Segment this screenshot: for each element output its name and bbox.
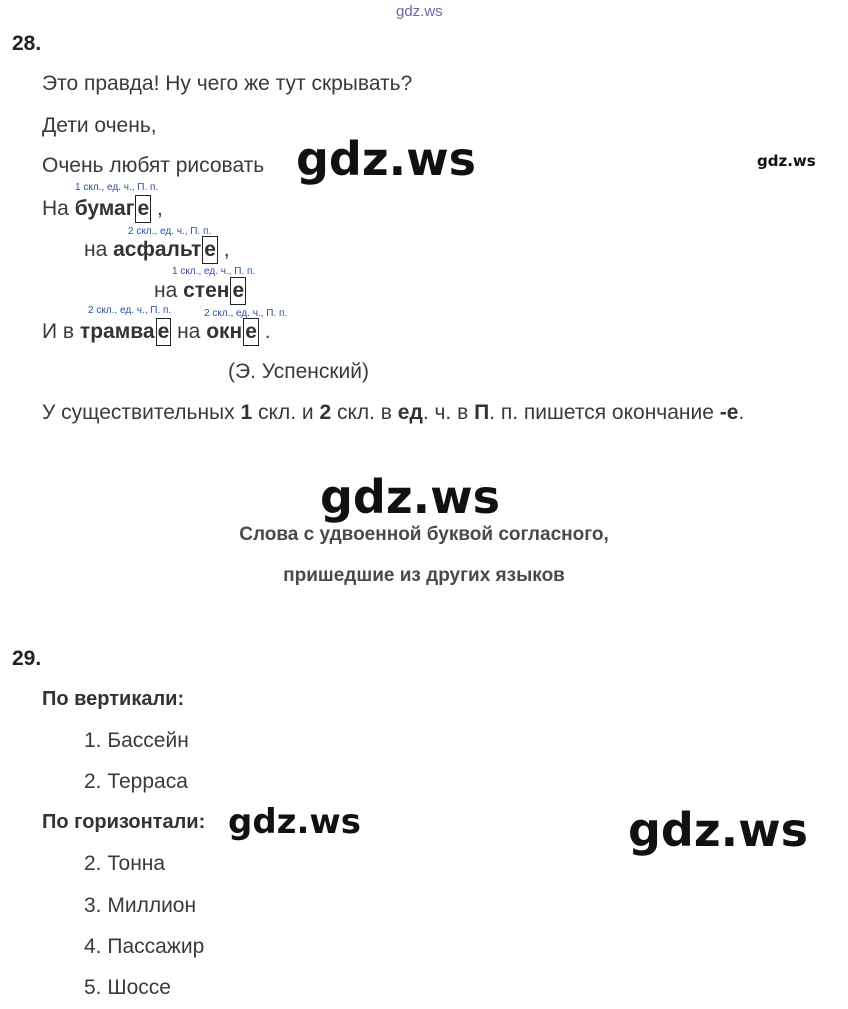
vertical-item-1: 1. Бассейн: [84, 729, 189, 752]
rule-bold: -е: [719, 401, 739, 424]
watermark: gdz.ws: [757, 152, 816, 170]
noun-ending-box: е: [202, 236, 218, 264]
horizontal-title: По горизонтали:: [42, 811, 206, 833]
noun-stem: окн: [206, 320, 243, 343]
rule-text: . ч. в: [422, 401, 475, 424]
grammar-note: 1 скл., ед. ч., П. п.: [172, 266, 256, 277]
poem-line-4: [42, 195, 163, 223]
section-heading-line-2: пришедшие из других языков: [283, 565, 565, 586]
poem-line-1: Это правда! Ну чего же тут скрывать?: [42, 72, 413, 95]
punctuation: .: [258, 320, 271, 343]
word-between: на: [171, 320, 207, 343]
grammar-rule: [42, 401, 744, 425]
exercise-29-number: 29.: [12, 647, 42, 670]
noun-ending-box: е: [243, 318, 259, 346]
grammar-note: 2 скл., ед. ч., П. п.: [204, 308, 288, 319]
poem-line-5: [84, 236, 230, 264]
rule-bold: 1: [240, 401, 253, 424]
watermark: gdz.ws: [228, 802, 362, 842]
grammar-note: 1 скл., ед. ч., П. п.: [75, 182, 159, 193]
watermark: gdz.ws: [296, 132, 476, 186]
poem-line-2: Дети очень,: [42, 114, 157, 137]
noun-stem: трамва: [79, 320, 155, 343]
poem-line-7: [42, 318, 271, 346]
rule-bold: 2: [319, 401, 332, 424]
exercise-28-number: 28.: [12, 32, 42, 55]
watermark: gdz.ws: [320, 470, 500, 524]
horizontal-item-5: 5. Шоссе: [84, 976, 171, 999]
word-prefix: На: [42, 197, 75, 220]
punctuation: ,: [151, 197, 163, 220]
horizontal-item-4: 4. Пассажир: [84, 935, 205, 958]
watermark-top: gdz.ws: [396, 3, 443, 20]
punctuation: ,: [217, 238, 230, 261]
word-prefix: на: [84, 238, 114, 261]
poem-line-3: Очень любят рисовать: [42, 154, 265, 177]
vertical-title: По вертикали:: [42, 688, 185, 710]
rule-text: скл. в: [331, 401, 398, 424]
rule-text: . п. пишется окончание: [489, 401, 720, 424]
horizontal-item-3: 3. Миллион: [84, 894, 197, 917]
poem-author: (Э. Успенский): [228, 360, 369, 383]
rule-text: .: [738, 401, 745, 424]
section-heading-line-1: Слова с удвоенной буквой согласного,: [239, 524, 609, 545]
poem-line-6: [154, 277, 246, 305]
horizontal-item-2: 2. Тонна: [84, 852, 166, 875]
noun-ending-box: е: [156, 318, 172, 346]
noun-stem: бумаг: [74, 197, 135, 220]
noun-stem: стен: [183, 279, 230, 302]
noun-stem: асфальт: [113, 238, 202, 261]
vertical-item-2: 2. Терраса: [84, 770, 188, 793]
rule-text: У существительных: [42, 401, 241, 424]
rule-bold: ед: [397, 401, 423, 424]
noun-ending-box: е: [230, 277, 246, 305]
rule-bold: П: [474, 401, 490, 424]
watermark: gdz.ws: [628, 803, 808, 857]
noun-ending-box: е: [135, 195, 151, 223]
word-prefix: И в: [42, 320, 80, 343]
grammar-note: 2 скл., ед. ч., П. п.: [128, 226, 212, 237]
rule-text: скл. и: [252, 401, 320, 424]
word-prefix: на: [154, 279, 184, 302]
grammar-note: 2 скл., ед. ч., П. п.: [88, 305, 172, 316]
